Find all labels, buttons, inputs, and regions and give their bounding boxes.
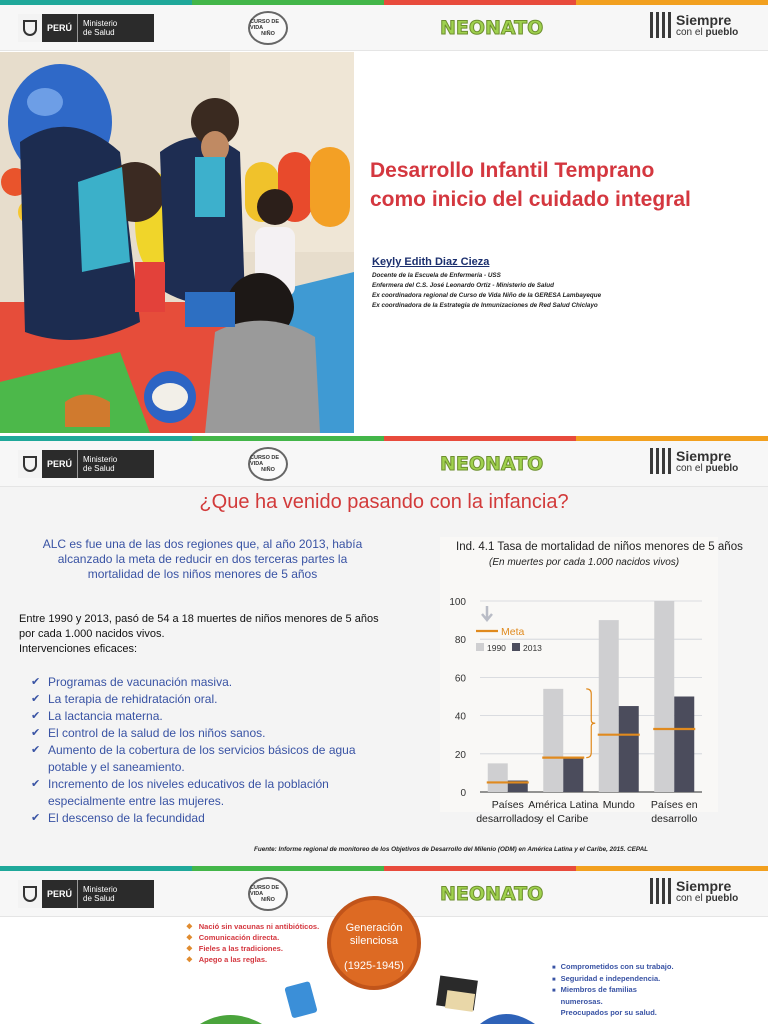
legend-1990-swatch (476, 643, 484, 651)
slide-infancia (0, 436, 768, 866)
diamond-bullet-icon: ❖ (186, 944, 193, 953)
ministry-label: Ministerio de Salud (83, 19, 118, 37)
curso-de-vida-seal: CURSO DE VIDA NIÑO (248, 877, 288, 911)
source-note: Fuente: Informe regional de monitoreo de los Objetivos de Desarrollo del Milenio (ODM) en América Latina y el Caribe, 2015. CEPAL (254, 846, 648, 853)
y-tick-label: 60 (454, 673, 466, 685)
list-item: ✔ Programas de vacunación masiva. (31, 675, 233, 689)
reduction-bracket (586, 689, 595, 758)
summary-paragraph: Entre 1990 y 2013, pasó de 54 a 18 muertes de niños menores de 5 años por cada 1.000 nacidos vivos. Intervenciones eficaces: (19, 613, 379, 655)
neonato-logo: NEONATO (440, 17, 544, 39)
traits-list-right (552, 962, 674, 1020)
ministry-label: Ministerio de Salud (83, 455, 118, 473)
slide-title: ¿Que ha venido pasando con la infancia? (199, 491, 569, 513)
generation-circle: Generación silenciosa (1925-1945) (327, 896, 421, 990)
affiliation-line: Ex coordinadora de la Estrategia de Inmunizaciones de Red Salud Chiclayo (372, 302, 598, 309)
peru-ministry-logo (18, 450, 154, 478)
list-item: Preocupados por su salud. (560, 1008, 657, 1017)
header-bar (0, 5, 768, 51)
header-bar (0, 441, 768, 487)
check-icon: ✔ (31, 693, 41, 705)
affiliation-line: Docente de la Escuela de Enfermería - USS (372, 272, 501, 279)
nurses-with-children-photo (0, 52, 354, 433)
list-item: ❖ Apego a las reglas. (186, 955, 268, 964)
bar-1990 (599, 620, 619, 792)
author-affiliations (372, 271, 752, 311)
diamond-bullet-icon: ❖ (186, 955, 193, 964)
list-item: ✔ El control de la salud de los niños sanos. (31, 726, 266, 740)
ministry-label: Ministerio de Salud (83, 885, 118, 903)
peru-ministry-logo (18, 14, 154, 42)
country-label: PERÚ (42, 14, 78, 42)
square-bullet-icon: ■ (552, 976, 556, 983)
list-item: ■ Comprometidos con su trabajo. (552, 962, 674, 971)
y-tick-label: 20 (454, 749, 466, 761)
siempre-logo: Siempre con el pueblo (650, 12, 738, 38)
chart-subtitle: (En muertes por cada 1.000 nacidos vivos) (489, 557, 680, 568)
legend-2013-label: 2013 (523, 643, 542, 653)
down-arrow-icon (482, 606, 492, 620)
neonato-logo: NEONATO (440, 453, 544, 475)
list-item: ❖ Fieles a las tradiciones. (186, 944, 283, 953)
square-bullet-icon: ■ (552, 965, 556, 971)
presentation-title: Desarrollo Infantil Temprano como inicio del cuidado integral (370, 159, 691, 211)
slide-generations (0, 866, 768, 1024)
x-category-label: Países en (650, 799, 698, 811)
siempre-logo: Siempre con el pueblo (650, 448, 738, 474)
bar-2013 (619, 706, 639, 792)
list-item: ✔ La terapia de rehidratación oral. (31, 692, 218, 706)
chart-title: Ind. 4.1 Tasa de mortalidad de niños menores de 5 años (456, 541, 743, 553)
intro-text: ALC es fue una de las dos regiones que, al año 2013, había alcanzado la meta de reducir en dos terceras partes la mortalidad de los niños menores de 5 años (42, 537, 363, 581)
diamond-bullet-icon: ❖ (186, 933, 193, 942)
legend-1990-label: 1990 (487, 643, 506, 653)
list-item: numerosas. (560, 996, 603, 1006)
curso-de-vida-seal: CURSO DE VIDA NIÑO (248, 447, 288, 481)
list-item: ✔ La lactancia materna. (31, 709, 163, 723)
check-icon: ✔ (31, 676, 41, 688)
y-tick-label: 40 (454, 711, 466, 723)
y-tick-label: 0 (460, 788, 466, 799)
bar-1990 (488, 763, 508, 792)
mortality-bar-chart (440, 586, 740, 826)
list-item: ❖ Nació sin vacunas ni antibióticos. (186, 922, 320, 931)
check-icon: ✔ (31, 778, 41, 790)
columns-icon (650, 12, 671, 38)
bar-1990 (543, 689, 563, 792)
x-category-label: Países (491, 799, 524, 811)
interventions-list (31, 674, 376, 827)
slide-title (0, 0, 768, 436)
affiliation-line: Enfermera del C.S. José Leonardo Ortiz - Ministerio de Salud (372, 282, 554, 289)
diamond-bullet-icon: ❖ (186, 922, 193, 931)
x-category-label: desarrollo (651, 813, 698, 825)
list-item: ✔ El descenso de la fecundidad (31, 811, 205, 825)
x-category-label: Mundo (602, 799, 635, 811)
curso-de-vida-seal: CURSO DE VIDA NIÑO (248, 11, 288, 45)
x-category-label: América Latina (528, 799, 599, 811)
shield-icon (18, 450, 42, 478)
country-label: PERÚ (42, 450, 78, 478)
list-item: ✔ Aumento de la cobertura de los servicios básicos de agua potable y el saneamiento. (31, 743, 356, 774)
legend-2013-swatch (512, 643, 520, 651)
y-tick-label: 80 (454, 635, 466, 647)
list-item: ❖ Comunicación directa. (186, 933, 280, 942)
shield-icon (18, 14, 42, 42)
bar-2013 (563, 758, 583, 792)
columns-icon (650, 448, 671, 474)
check-icon: ✔ (31, 727, 41, 739)
bar-2013 (674, 697, 694, 793)
y-tick-label: 100 (449, 597, 466, 608)
legend-meta-label: Meta (501, 626, 525, 638)
neonato-logo: NEONATO (440, 883, 544, 905)
siempre-logo: Siempre con el pueblo (650, 878, 738, 904)
x-category-label: desarrollados (476, 813, 540, 825)
list-item: ■ Seguridad e independencia. (552, 973, 661, 983)
check-icon: ✔ (31, 710, 41, 722)
affiliation-line: Ex coordinadora regional de Curso de Vida Niño de la GERESA Lambayeque (372, 292, 602, 299)
square-bullet-icon: ■ (552, 988, 556, 994)
check-icon: ✔ (31, 744, 41, 756)
x-category-label: y el Caribe (538, 813, 589, 825)
author-name: Keyly Edith Diaz Cieza (372, 256, 490, 268)
list-item: ■ Miembros de familias (552, 985, 637, 994)
country-label: PERÚ (42, 880, 78, 908)
check-icon: ✔ (31, 812, 41, 824)
bar-1990 (654, 601, 674, 792)
list-item: ✔ Incremento de los niveles educativos de la población especialmente entre las mujeres. (31, 777, 329, 808)
